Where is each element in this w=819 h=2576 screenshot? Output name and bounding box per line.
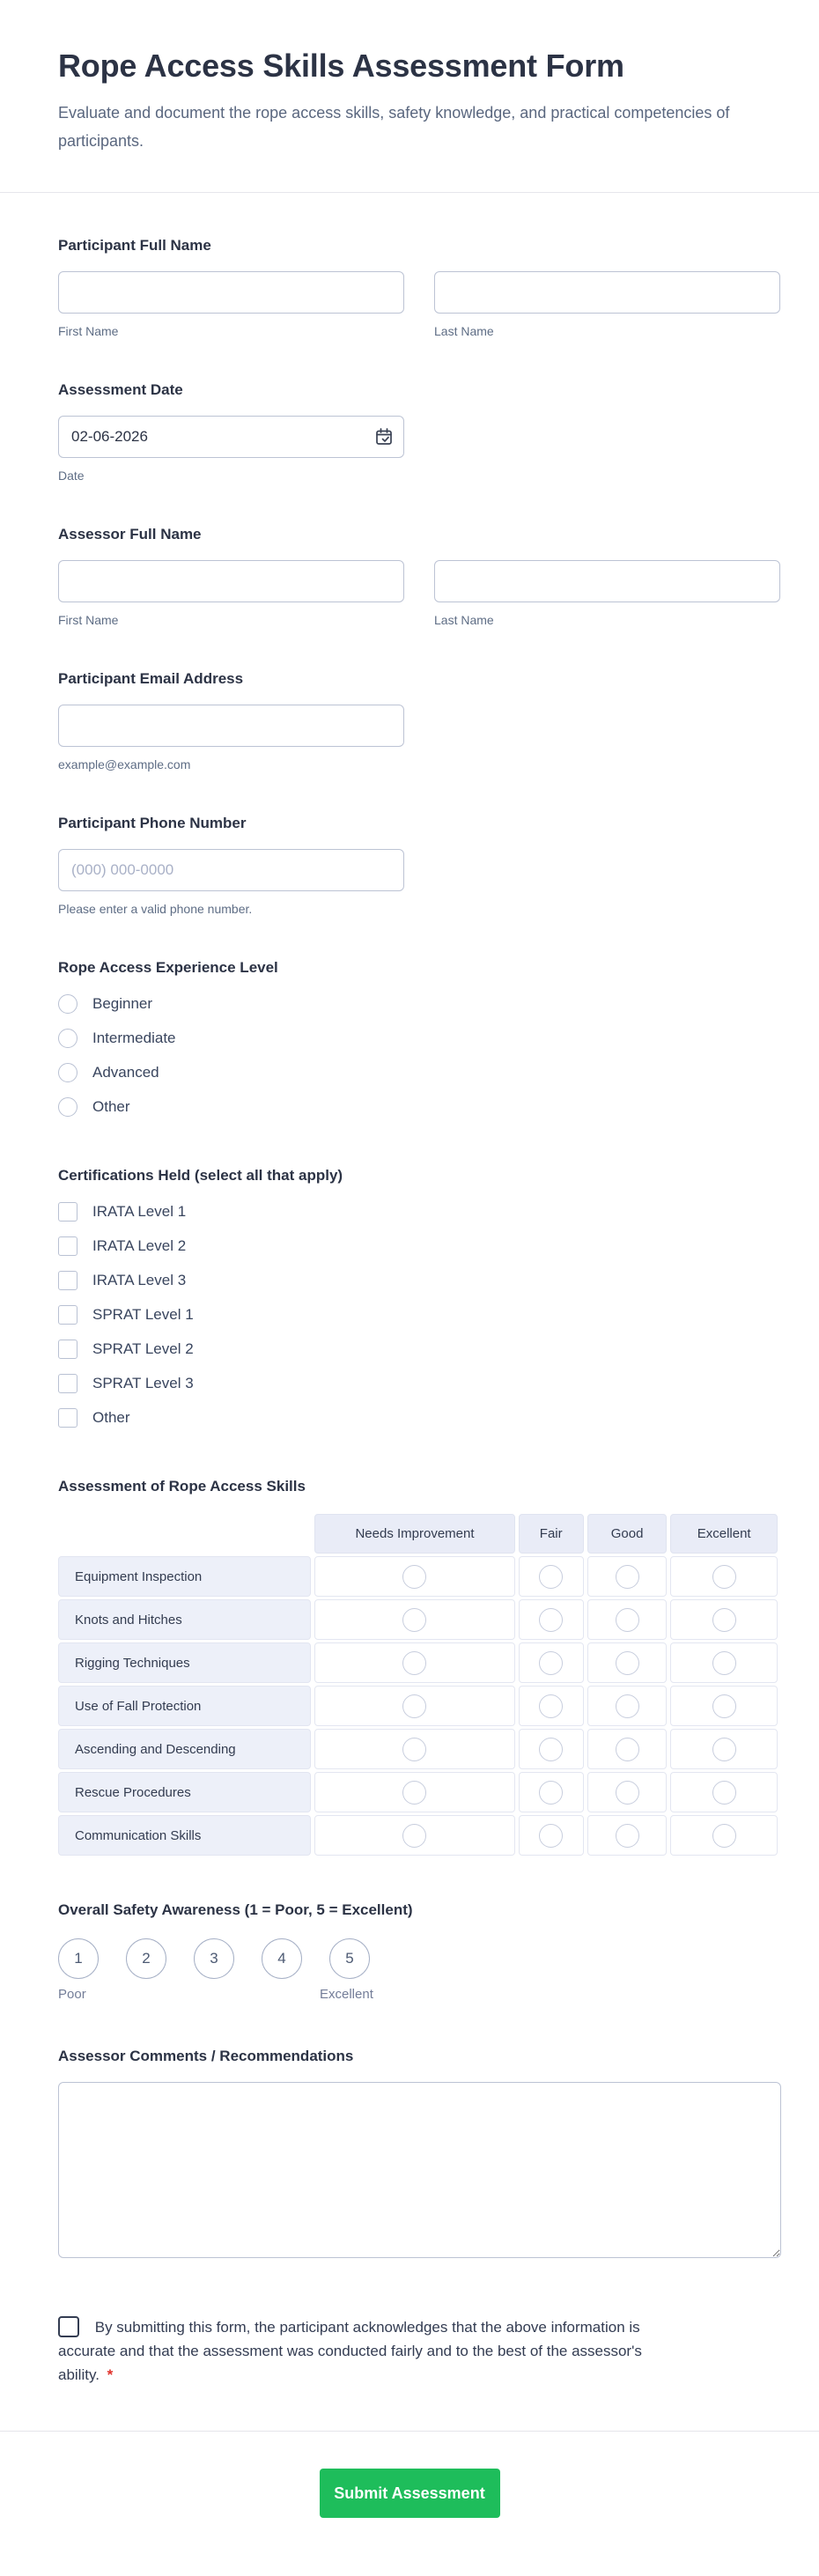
matrix-corner-cell [58, 1514, 311, 1554]
experience-option-label: Advanced [92, 1063, 159, 1081]
matrix-row [58, 1772, 778, 1812]
matrix-radio[interactable] [539, 1651, 563, 1675]
matrix-cell-excellent[interactable] [670, 1729, 778, 1769]
phone-sublabel: Please enter a valid phone number. [58, 902, 253, 916]
certifications-label: Certifications Held (select all that apply) [58, 1167, 343, 1184]
matrix-cell-excellent[interactable] [670, 1556, 778, 1597]
matrix-radio[interactable] [712, 1781, 736, 1805]
scale-option[interactable]: 2 [126, 1938, 166, 1979]
certification-option[interactable] [58, 1332, 781, 1366]
certification-option-label: IRATA Level 3 [92, 1271, 187, 1288]
matrix-radio[interactable] [402, 1565, 426, 1589]
matrix-cell-fair[interactable] [519, 1686, 584, 1726]
certification-option[interactable] [58, 1366, 781, 1400]
matrix-row-label: Rigging Techniques [58, 1642, 311, 1683]
experience-radio[interactable] [58, 994, 77, 1014]
certification-checkbox[interactable] [58, 1202, 77, 1222]
assessment-date-label: Assessment Date [58, 381, 183, 398]
skills-matrix-table [55, 1511, 781, 1858]
certification-checkbox[interactable] [58, 1340, 77, 1359]
matrix-header-row [58, 1514, 778, 1554]
scale-max-label: Excellent [320, 1987, 373, 2002]
matrix-column-header: Good [587, 1514, 667, 1554]
scale-options [58, 1938, 781, 1979]
participant-first-name-sublabel: First Name [58, 324, 119, 338]
matrix-radio[interactable] [402, 1824, 426, 1848]
form-title: Rope Access Skills Assessment Form [58, 48, 624, 84]
matrix-radio[interactable] [712, 1565, 736, 1589]
matrix-cell-good[interactable] [587, 1815, 667, 1856]
matrix-radio[interactable] [616, 1608, 639, 1632]
certification-checkbox[interactable] [58, 1408, 77, 1428]
comments-label: Assessor Comments / Recommendations [58, 2048, 354, 2064]
matrix-cell-excellent[interactable] [670, 1599, 778, 1640]
matrix-row-label: Ascending and Descending [58, 1729, 311, 1769]
certification-option[interactable] [58, 1400, 781, 1435]
certification-checkbox[interactable] [58, 1271, 77, 1290]
experience-option-label: Beginner [92, 994, 153, 1012]
assessor-first-name-input[interactable] [58, 560, 404, 602]
acknowledgment-text: By submitting this form, the participant acknowledges that the above information is accurate and that the assessment was conducted fairly and to the best of the assessor's ability. [58, 2319, 642, 2383]
matrix-row-label: Equipment Inspection [58, 1556, 311, 1597]
experience-option[interactable] [58, 986, 781, 1021]
certification-options [58, 1194, 781, 1435]
certification-option-label: IRATA Level 1 [92, 1202, 187, 1220]
matrix-cell-excellent[interactable] [670, 1686, 778, 1726]
assessment-date-input[interactable] [58, 416, 404, 458]
acknowledgment-checkbox[interactable] [58, 2316, 79, 2337]
matrix-row [58, 1686, 778, 1726]
matrix-cell-needs-improvement[interactable] [314, 1556, 514, 1597]
matrix-radio[interactable] [712, 1694, 736, 1718]
matrix-row-label: Knots and Hitches [58, 1599, 311, 1640]
certification-option-label: SPRAT Level 1 [92, 1305, 194, 1323]
matrix-cell-fair[interactable] [519, 1642, 584, 1683]
experience-radio[interactable] [58, 1063, 77, 1082]
assessor-last-name-sublabel: Last Name [434, 613, 494, 627]
matrix-radio[interactable] [539, 1824, 563, 1848]
phone-label: Participant Phone Number [58, 815, 247, 831]
field-comments [58, 2048, 781, 2262]
matrix-radio[interactable] [712, 1738, 736, 1761]
matrix-radio[interactable] [539, 1608, 563, 1632]
matrix-radio[interactable] [616, 1781, 639, 1805]
matrix-radio[interactable] [402, 1694, 426, 1718]
matrix-cell-excellent[interactable] [670, 1772, 778, 1812]
matrix-column-header: Needs Improvement [314, 1514, 514, 1554]
matrix-cell-fair[interactable] [519, 1772, 584, 1812]
field-assessment-date [58, 381, 781, 483]
experience-label: Rope Access Experience Level [58, 959, 278, 976]
matrix-radio[interactable] [616, 1824, 639, 1848]
phone-input[interactable] [58, 849, 404, 891]
matrix-cell-needs-improvement[interactable] [314, 1599, 514, 1640]
matrix-cell-good[interactable] [587, 1599, 667, 1640]
matrix-radio[interactable] [402, 1781, 426, 1805]
certification-option-label: SPRAT Level 2 [92, 1340, 194, 1357]
participant-name-label: Participant Full Name [58, 237, 211, 254]
matrix-column-header: Fair [519, 1514, 584, 1554]
form-subtitle: Evaluate and document the rope access skills, safety knowledge, and practical competencies of participants. [58, 104, 730, 150]
participant-last-name-sublabel: Last Name [434, 324, 494, 338]
assessor-last-name-input[interactable] [434, 560, 780, 602]
participant-last-name-input[interactable] [434, 271, 780, 314]
matrix-cell-needs-improvement[interactable] [314, 1729, 514, 1769]
matrix-radio[interactable] [539, 1565, 563, 1589]
matrix-radio[interactable] [712, 1824, 736, 1848]
field-assessor-name [58, 526, 781, 627]
matrix-cell-fair[interactable] [519, 1599, 584, 1640]
matrix-radio[interactable] [616, 1565, 639, 1589]
matrix-cell-needs-improvement[interactable] [314, 1686, 514, 1726]
matrix-cell-good[interactable] [587, 1729, 667, 1769]
matrix-cell-needs-improvement[interactable] [314, 1815, 514, 1856]
matrix-radio[interactable] [616, 1651, 639, 1675]
scale-min-label: Poor [58, 1987, 86, 2002]
experience-option[interactable] [58, 1021, 781, 1055]
participant-first-name-input[interactable] [58, 271, 404, 314]
matrix-row [58, 1729, 778, 1769]
matrix-row-label: Rescue Procedures [58, 1772, 311, 1812]
field-experience-level [58, 959, 781, 1124]
certification-option-label: IRATA Level 2 [92, 1236, 187, 1254]
matrix-row [58, 1815, 778, 1856]
matrix-cell-needs-improvement[interactable] [314, 1642, 514, 1683]
matrix-radio[interactable] [539, 1694, 563, 1718]
matrix-cell-fair[interactable] [519, 1556, 584, 1597]
required-asterisk: * [107, 2366, 114, 2383]
matrix-cell-excellent[interactable] [670, 1815, 778, 1856]
certification-option[interactable] [58, 1297, 781, 1332]
certification-option-label: SPRAT Level 3 [92, 1374, 194, 1391]
experience-options [58, 986, 781, 1124]
experience-option[interactable] [58, 1055, 781, 1089]
matrix-radio[interactable] [539, 1781, 563, 1805]
email-input[interactable] [58, 705, 404, 747]
matrix-label: Assessment of Rope Access Skills [58, 1478, 306, 1495]
assessor-name-label: Assessor Full Name [58, 526, 202, 543]
matrix-radio[interactable] [616, 1694, 639, 1718]
field-skills-matrix [58, 1478, 781, 1858]
field-participant-name [58, 237, 781, 338]
scale-option[interactable]: 5 [329, 1938, 370, 1979]
experience-option[interactable] [58, 1089, 781, 1124]
assessment-date-sublabel: Date [58, 469, 85, 483]
matrix-cell-good[interactable] [587, 1556, 667, 1597]
matrix-cell-fair[interactable] [519, 1729, 584, 1769]
field-certifications [58, 1167, 781, 1435]
matrix-radio[interactable] [402, 1651, 426, 1675]
scale-option[interactable]: 4 [262, 1938, 302, 1979]
comments-textarea[interactable] [58, 2082, 781, 2258]
acknowledgment-row[interactable] [58, 2315, 679, 2387]
matrix-radio[interactable] [402, 1738, 426, 1761]
assessor-first-name-sublabel: First Name [58, 613, 119, 627]
experience-option-label: Other [92, 1097, 130, 1115]
matrix-row [58, 1556, 778, 1597]
certification-option[interactable] [58, 1263, 781, 1297]
scale-option[interactable]: 3 [194, 1938, 234, 1979]
matrix-column-header: Excellent [670, 1514, 778, 1554]
scale-option[interactable]: 1 [58, 1938, 99, 1979]
matrix-row [58, 1642, 778, 1683]
scale-label: Overall Safety Awareness (1 = Poor, 5 = Excellent) [58, 1901, 413, 1918]
certification-option-label: Other [92, 1408, 130, 1426]
matrix-cell-excellent[interactable] [670, 1642, 778, 1683]
certification-checkbox[interactable] [58, 1236, 77, 1256]
matrix-cell-good[interactable] [587, 1642, 667, 1683]
certification-checkbox[interactable] [58, 1374, 77, 1393]
certification-option[interactable] [58, 1229, 781, 1263]
matrix-radio[interactable] [616, 1738, 639, 1761]
form-body [0, 193, 819, 2431]
certification-option[interactable] [58, 1194, 781, 1229]
experience-option-label: Intermediate [92, 1029, 176, 1046]
matrix-row-label: Use of Fall Protection [58, 1686, 311, 1726]
matrix-radio[interactable] [712, 1651, 736, 1675]
scale-endpoint-labels [58, 1987, 373, 2004]
form-footer [0, 2431, 819, 2569]
matrix-cell-good[interactable] [587, 1772, 667, 1812]
email-sublabel: example@example.com [58, 757, 191, 771]
matrix-body [58, 1556, 778, 1856]
field-safety-scale [58, 1901, 781, 2004]
matrix-row [58, 1599, 778, 1640]
matrix-cell-good[interactable] [587, 1686, 667, 1726]
certification-checkbox[interactable] [58, 1305, 77, 1325]
matrix-row-label: Communication Skills [58, 1815, 311, 1856]
matrix-radio[interactable] [712, 1608, 736, 1632]
field-phone [58, 815, 781, 916]
matrix-radio[interactable] [402, 1608, 426, 1632]
matrix-radio[interactable] [539, 1738, 563, 1761]
experience-radio[interactable] [58, 1097, 77, 1117]
matrix-cell-needs-improvement[interactable] [314, 1772, 514, 1812]
submit-button[interactable]: Submit Assessment [320, 2469, 500, 2518]
experience-radio[interactable] [58, 1029, 77, 1048]
field-email [58, 670, 781, 771]
form-header [0, 0, 819, 193]
email-label: Participant Email Address [58, 670, 244, 687]
field-acknowledgment [58, 2315, 781, 2431]
matrix-cell-fair[interactable] [519, 1815, 584, 1856]
